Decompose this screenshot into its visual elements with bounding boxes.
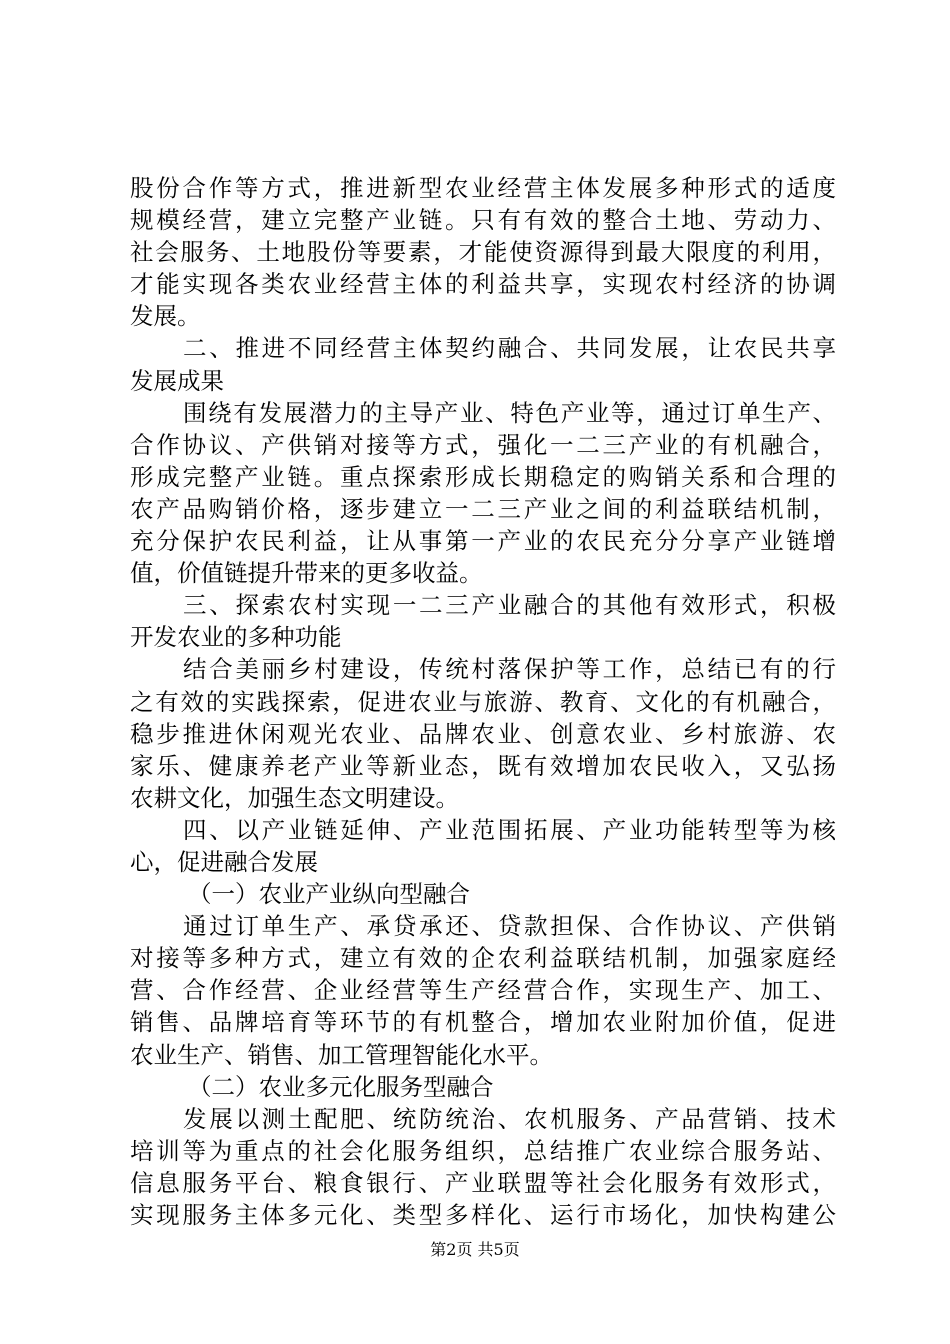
text-line: 股份合作等方式，推进新型农业经营主体发展多种形式的适度 bbox=[130, 174, 836, 202]
text-line: 农业生产、销售、加工管理智能化水平。 bbox=[130, 1040, 553, 1069]
document-body bbox=[130, 172, 836, 1231]
text-line: 农耕文化，加强生态文明建设。 bbox=[130, 783, 459, 812]
text-line: 之有效的实践探索，促进农业与旅游、教育、文化的有机融合， bbox=[130, 687, 836, 716]
section-heading-2-cont: 发展成果 bbox=[130, 366, 224, 395]
section-heading-4-cont: 心，促进融合发展 bbox=[130, 847, 318, 876]
section-heading-3-cont: 开发农业的多种功能 bbox=[130, 623, 342, 652]
text-line: 才能实现各类农业经营主体的利益共享，实现农村经济的协调 bbox=[130, 270, 836, 299]
text-line: 农产品购销价格，逐步建立一二三产业之间的利益联结机制， bbox=[130, 494, 836, 523]
text-line: 销售、品牌培育等环节的有机整合，增加农业附加价值，促进 bbox=[130, 1008, 836, 1037]
text-line: 合作协议、产供销对接等方式，强化一二三产业的有机融合， bbox=[130, 430, 836, 459]
subsection-heading-2: （二）农业多元化服务型融合 bbox=[188, 1072, 494, 1101]
text-line: 发展。 bbox=[130, 302, 201, 331]
text-line: 营、合作经营、企业经营等生产经营合作，实现生产、加工、 bbox=[130, 976, 836, 1005]
text-line: 形成完整产业链。重点探索形成长期稳定的购销关系和合理的 bbox=[130, 462, 836, 491]
text-line: 社会服务、土地股份等要素，才能使资源得到最大限度的利用， bbox=[130, 238, 836, 267]
section-heading-4: 四、以产业链延伸、产业范围拓展、产业功能转型等为核 bbox=[183, 815, 836, 844]
text-line: 培训等为重点的社会化服务组织，总结推广农业综合服务站、 bbox=[130, 1136, 836, 1165]
text-line: 值，价值链提升带来的更多收益。 bbox=[130, 559, 483, 588]
text-line: 信息服务平台、粮食银行、产业联盟等社会化服务有效形式， bbox=[130, 1168, 836, 1197]
section-heading-3: 三、探索农村实现一二三产业融合的其他有效形式，积极 bbox=[183, 591, 836, 620]
text-line: 发展以测土配肥、统防统治、农机服务、产品营销、技术 bbox=[183, 1104, 836, 1133]
section-heading-2: 二、推进不同经营主体契约融合、共同发展，让农民共享 bbox=[183, 334, 836, 363]
text-line: 结合美丽乡村建设，传统村落保护等工作，总结已有的行 bbox=[183, 655, 836, 684]
text-line: 对接等多种方式，建立有效的企农利益联结机制，加强家庭经 bbox=[130, 944, 836, 973]
text-line: 充分保护农民利益，让从事第一产业的农民充分分享产业链增 bbox=[130, 527, 836, 556]
subsection-heading-1: （一）农业产业纵向型融合 bbox=[188, 880, 470, 909]
text-line: 通过订单生产、承贷承还、贷款担保、合作协议、产供销 bbox=[183, 912, 836, 941]
text-line: 家乐、健康养老产业等新业态，既有效增加农民收入，又弘扬 bbox=[130, 751, 836, 780]
page-number: 第2页 共5页 bbox=[430, 1240, 520, 1259]
text-line: 实现服务主体多元化、类型多样化、运行市场化，加快构建公 bbox=[130, 1201, 836, 1229]
text-line: 稳步推进休闲观光农业、品牌农业、创意农业、乡村旅游、农 bbox=[130, 719, 836, 748]
text-line: 围绕有发展潜力的主导产业、特色产业等，通过订单生产、 bbox=[183, 398, 836, 427]
text-line: 规模经营，建立完整产业链。只有有效的整合土地、劳动力、 bbox=[130, 206, 836, 235]
